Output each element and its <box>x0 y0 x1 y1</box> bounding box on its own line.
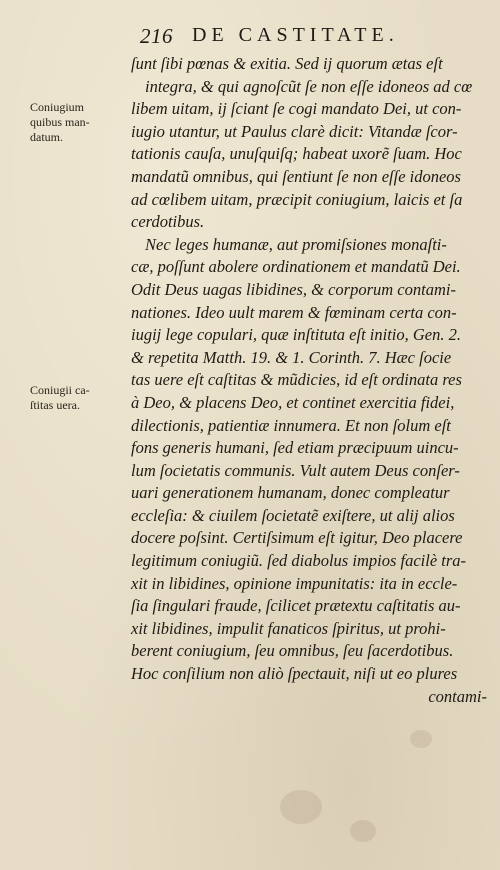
text-line: dilectionis, patientiæ innumera. Et non ſolum eſt <box>131 415 451 435</box>
text-line: lum ſocietatis communis. Vult autem Deus conſer- <box>131 460 460 480</box>
text-line: Odit Deus uagas libidines, & corporum contami- <box>131 279 456 299</box>
text-line: docere poſsint. Certiſsimum eſt igitur, Deo placere <box>131 528 463 548</box>
page-number: 216 <box>140 24 173 48</box>
text-line: xit libidines, impulit fanaticos ſpiritus, ut prohi- <box>131 618 446 638</box>
text-line: iugio utantur, ut Paulus clarè dicit: Vitandæ ſcor- <box>131 121 458 141</box>
text-line: eccleſia: & ciuilem ſocietatẽ exiſtere, ut alij alios <box>131 505 455 525</box>
text-line: ſunt ſibi pœnas & exitia. Sed ij quorum ætas eſt <box>131 54 443 73</box>
text-line: & repetita Matth. 19. & 1. Corinth. 7. Hæc ſocie <box>131 347 452 367</box>
text-line: tationis cauſa, unuſquiſq; habeat uxorẽ ſuam. Hoc <box>131 144 462 164</box>
text-line: mandatũ omnibus, qui ſentiunt ſe non eſſe idoneos <box>131 166 461 186</box>
text-line: Hoc conſilium non aliò ſpectauit, niſi ut eo plures <box>131 664 458 684</box>
catchword: contami- <box>428 686 487 706</box>
text-line: ad cœlibem uitam, præcipit coniugium, laicis et ſa <box>131 189 463 209</box>
marginal-note-line: quibus man- <box>30 115 90 129</box>
running-title: DE CASTITATE. <box>192 24 399 46</box>
paper-stain <box>280 790 322 824</box>
text-line: cerdotibus. <box>131 212 205 232</box>
paper-stain <box>410 730 432 748</box>
marginal-note-line: Coniugii ca- <box>30 383 90 397</box>
text-line: integra, & qui agnoſcũt ſe non eſſe idoneos ad cœ <box>145 76 473 96</box>
marginal-note-line: Coniugium <box>30 100 85 114</box>
marginal-note <box>30 383 90 413</box>
text-line: fons generis humani, ſed etiam præcipuum uincu- <box>131 438 459 458</box>
text-line: iugij lege copulari, quæ inſtituta eſt initio, Gen. 2. <box>131 325 461 345</box>
text-line: tas uere eſt caſtitas & mũdicies, id eſt ordinata res <box>131 370 462 390</box>
text-line: nationes. Ideo uult marem & fœminam certa con- <box>131 302 457 322</box>
marginal-note <box>30 100 90 145</box>
text-line: cæ, poſſunt abolere ordinationem et mandatũ Dei. <box>131 257 461 277</box>
text-line: à Deo, & placens Deo, et continet exercitia fidei, <box>131 392 455 412</box>
text-line: Nec leges humanæ, aut promiſsiones monaſti- <box>145 234 447 254</box>
text-line: libem uitam, ij ſciant ſe cogi mandato Dei, ut con- <box>131 99 462 119</box>
text-line: xit in libidines, opinione impunitatis: ita in eccle- <box>131 573 458 593</box>
text-line: legitimum coniugiũ. ſed diabolus impios facilè tra- <box>131 551 467 571</box>
main-text-block <box>131 53 489 708</box>
marginal-note-line: datum. <box>30 130 63 144</box>
text-line: uari generationem humanam, donec compleatur <box>131 483 450 503</box>
marginal-note-line: ſtitas uera. <box>30 398 80 412</box>
page-header <box>140 24 480 52</box>
text-line: ſia ſingulari fraude, ſcilicet prætextu caſtitatis au- <box>131 596 461 616</box>
paper-stain <box>350 820 376 842</box>
text-line: berent coniugium, ſeu omnibus, ſeu ſacerdotibus. <box>131 641 454 661</box>
